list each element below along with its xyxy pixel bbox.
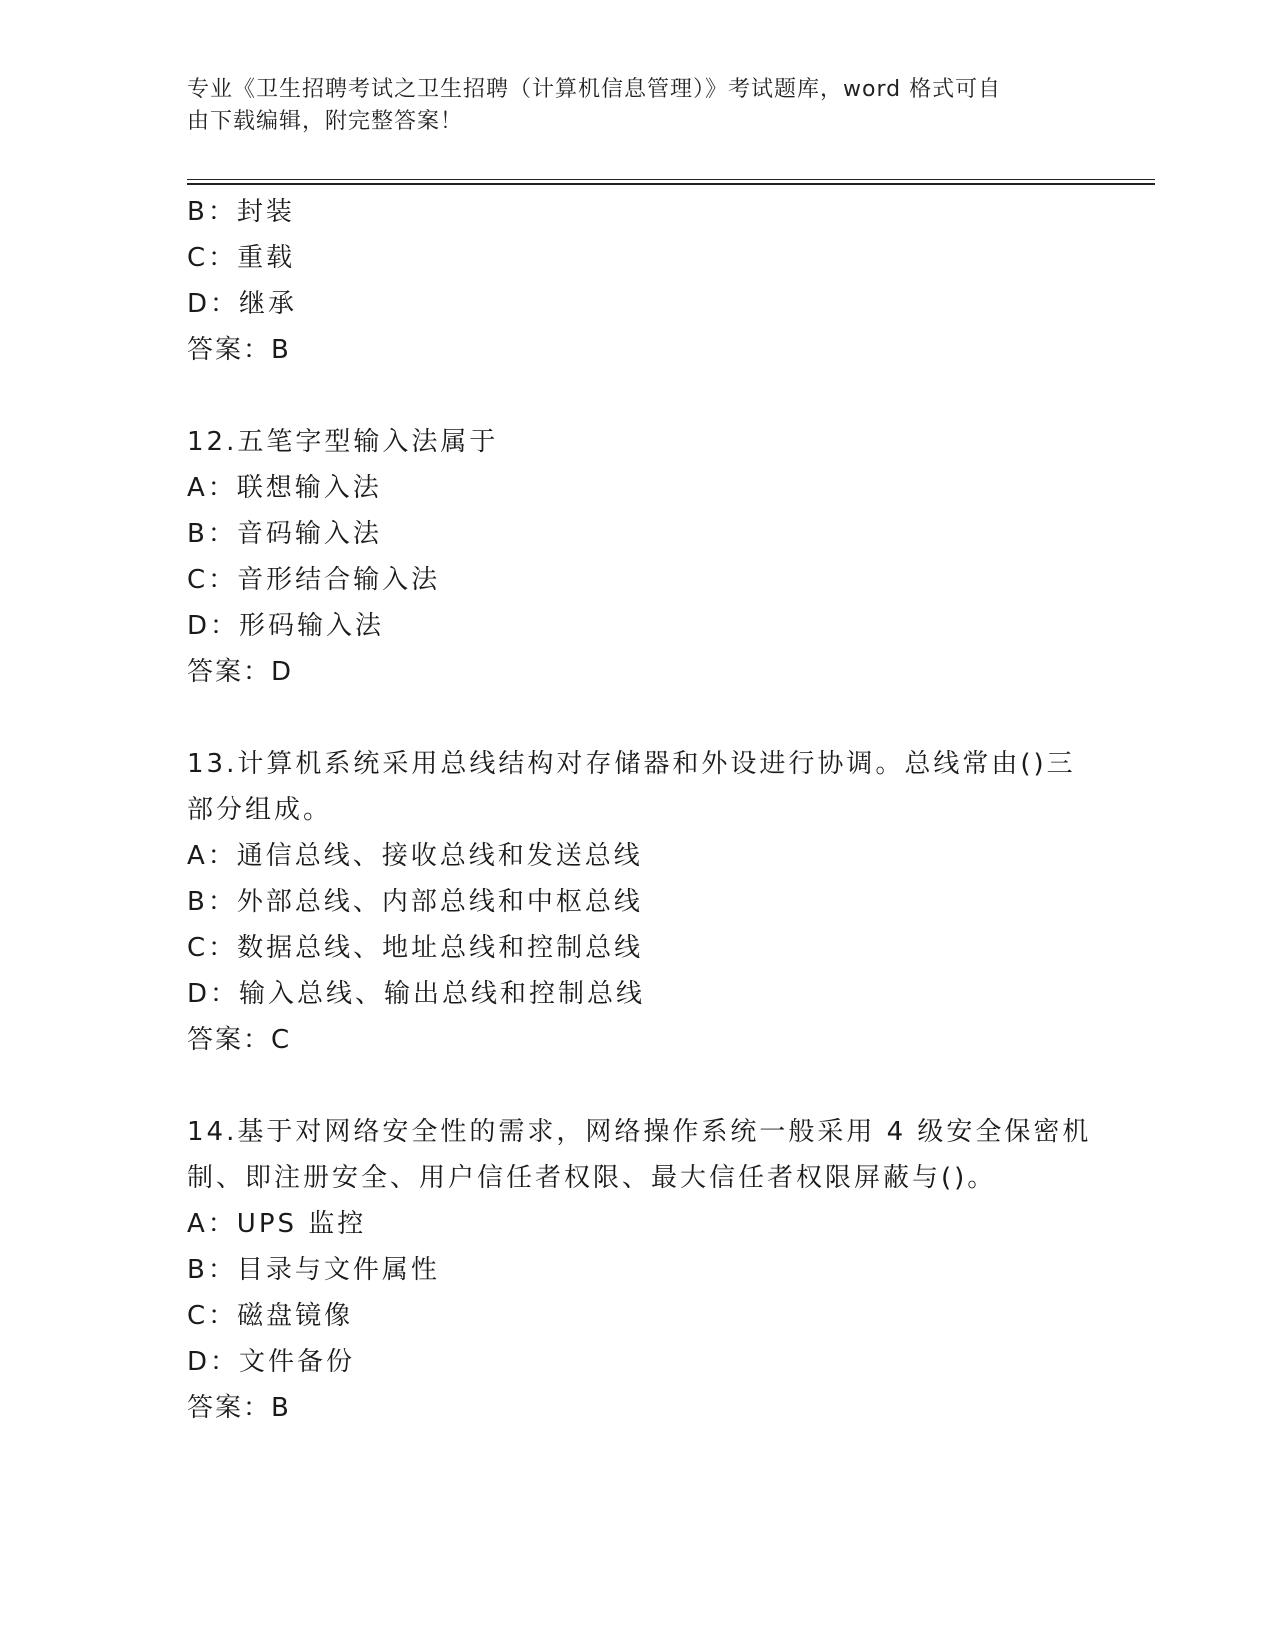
- option-b: B：目录与文件属性: [187, 1255, 440, 1285]
- option-a: A：联想输入法: [187, 473, 382, 503]
- question-stem: 12.五笔字型输入法属于: [187, 427, 499, 457]
- option-c: C：重载: [187, 243, 296, 273]
- question-11-tail: [187, 189, 1087, 373]
- question-12: [187, 419, 1087, 695]
- option-b: B：封装: [187, 197, 295, 227]
- question-stem-line-2: 制、即注册安全、用户信任者权限、最大信任者权限屏蔽与()。: [187, 1163, 997, 1193]
- option-b: B：外部总线、内部总线和中枢总线: [187, 887, 643, 917]
- header-divider-thin: [187, 179, 1155, 180]
- option-c: C：音形结合输入法: [187, 565, 441, 595]
- question-stem-line-1: 14.基于对网络安全性的需求，网络操作系统一般采用 4 级安全保密机: [187, 1117, 1092, 1147]
- option-c: C：数据总线、地址总线和控制总线: [187, 933, 644, 963]
- option-c: C：磁盘镜像: [187, 1301, 354, 1331]
- option-d: D：文件备份: [187, 1347, 356, 1377]
- option-a: A：UPS 监控: [187, 1209, 367, 1239]
- header-line-1: 专业《卫生招聘考试之卫生招聘（计算机信息管理）》考试题库，word 格式可自: [187, 77, 1002, 102]
- answer: 答案：B: [187, 335, 291, 365]
- question-13: [187, 741, 1087, 1063]
- header-divider-thick: [187, 183, 1155, 185]
- header-line-2: 由下载编辑，附完整答案！: [187, 109, 464, 134]
- question-stem-line-2: 部分组成。: [187, 795, 333, 825]
- question-14: [187, 1109, 1092, 1431]
- option-d: D：继承: [187, 289, 298, 319]
- option-d: D：输入总线、输出总线和控制总线: [187, 979, 646, 1009]
- document-header: [187, 74, 1067, 138]
- question-list: [187, 189, 1092, 1431]
- answer: 答案：C: [187, 1025, 292, 1055]
- answer: 答案：D: [187, 657, 294, 687]
- option-d: D：形码输入法: [187, 611, 385, 641]
- answer: 答案：B: [187, 1393, 291, 1423]
- option-a: A：通信总线、接收总线和发送总线: [187, 841, 643, 871]
- question-stem-line-1: 13.计算机系统采用总线结构对存储器和外设进行协调。总线常由()三: [187, 749, 1076, 779]
- option-b: B：音码输入法: [187, 519, 382, 549]
